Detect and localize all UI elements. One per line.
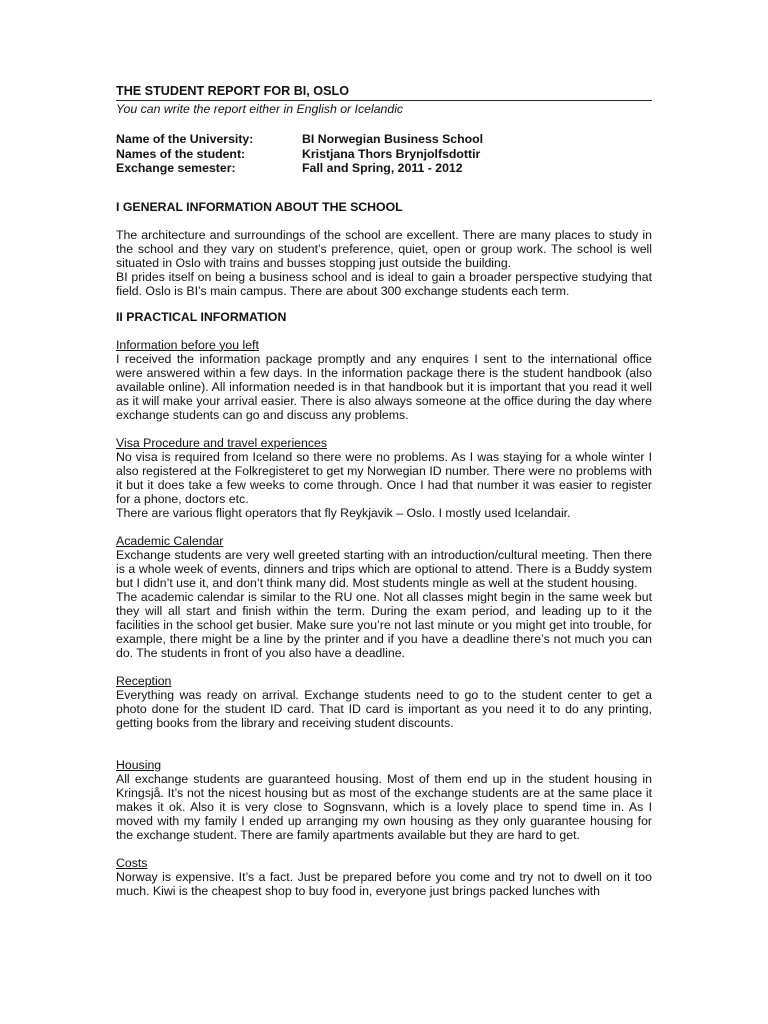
student-info	[116, 132, 652, 176]
student-name-row	[116, 147, 652, 162]
university-value: BI Norwegian Business School	[302, 132, 484, 146]
subsection-heading: Information before you left	[116, 337, 259, 352]
semester-label: Exchange semester:	[116, 161, 236, 175]
student-name-label: Names of the student:	[116, 146, 246, 161]
subsection-housing	[116, 758, 652, 842]
university-label: Name of the University:	[116, 132, 254, 146]
semester-row	[116, 161, 652, 176]
document-title: THE STUDENT REPORT FOR BI, OSLO	[116, 84, 652, 101]
subsection-academic-calendar	[116, 534, 652, 660]
general-paragraph: The architecture and surroundings of the school are excellent. There are many places to study in the school and they vary on student’s preference, quiet, open or group work. The school is well situated in Oslo with trains and busses stopping just outside the building.	[116, 227, 652, 270]
subsection-paragraph: There are various flight operators that fly Reykjavik – Oslo. I mostly used Icelandair.	[116, 505, 571, 520]
section-heading-general: I GENERAL INFORMATION ABOUT THE SCHOOL	[116, 199, 403, 214]
subsection-paragraph: Norway is expensive. It’s a fact. Just be prepared before you come and try not to dwell on it too much. Kiwi is the cheapest shop to buy food in, everyone just brings packed lunches with	[116, 869, 652, 898]
university-row	[116, 132, 652, 147]
subsection-heading: Visa Procedure and travel experiences	[116, 435, 327, 450]
subsection-heading: Reception	[116, 673, 172, 688]
subsection-paragraph: Everything was ready on arrival. Exchange students need to go to the student center to get a photo done for the student ID card. That ID card is important as you need it to do any printing, getting books from the library and receiving student discounts.	[116, 687, 652, 730]
subsection-reception	[116, 674, 652, 730]
subsection-heading: Academic Calendar	[116, 533, 224, 548]
subsection-costs	[116, 856, 652, 898]
document-subtitle: You can write the report either in English or Icelandic	[116, 102, 404, 116]
subsection-paragraph: I received the information package promptly and any enquires I sent to the international office were answered within a few days. In the information package there is the student handbook (also available online). All information needed is in that handbook but it is important that you read it well as it will make your arrival easier. There is also always someone at the office during the day where exchange students can go and discuss any problems.	[116, 351, 652, 422]
student-name-value: Kristjana Thors Brynjolfsdottir	[302, 146, 481, 161]
subsection-heading: Costs	[116, 855, 148, 870]
subsection-visa	[116, 436, 652, 520]
subsection-information-before	[116, 338, 652, 422]
subsection-heading: Housing	[116, 757, 162, 772]
section-heading-practical: II PRACTICAL INFORMATION	[116, 309, 287, 324]
semester-value: Fall and Spring, 2011 - 2012	[302, 161, 463, 175]
general-paragraph: BI prides itself on being a business school and is ideal to gain a broader perspective studying that field. Oslo is BI’s main campus. There are about 300 exchange students each term.	[116, 269, 652, 298]
subsection-paragraph: No visa is required from Iceland so there were no problems. As I was staying for a whole winter I also registered at the Folkregisteret to get my Norwegian ID number. There were no problems with it but it does take a few weeks to come through. Once I had that number it was easier to register for a phone, doctors etc.	[116, 449, 652, 506]
subsection-paragraph: All exchange students are guaranteed housing. Most of them end up in the student housing in Kringsjå. It’s not the nicest housing but as most of the exchange students are at the same place it makes it ok. Also it is very close to Sognsvann, which is a lovely place to spend time in. As I moved with my family I ended up arranging my own housing as they only guarantee housing for the exchange student. There are family apartments available but they are hard to get.	[116, 771, 652, 842]
subsection-paragraph: The academic calendar is similar to the RU one. Not all classes might begin in the same week but they will all start and finish within the term. During the exam period, and leading up to it the facilities in the school get busier. Make sure you’re not last minute or you might get into trouble, for example, there might be a line by the printer and if you have a deadline there’s not much you can do. The students in front of you also have a deadline.	[116, 589, 652, 660]
subsection-paragraph: Exchange students are very well greeted starting with an introduction/cultural meeting. Then there is a whole week of events, dinners and trips which are optional to attend. There is a Buddy system but I didn’t use it, and don’t think many did. Most students mingle as well at the student housing.	[116, 547, 652, 590]
